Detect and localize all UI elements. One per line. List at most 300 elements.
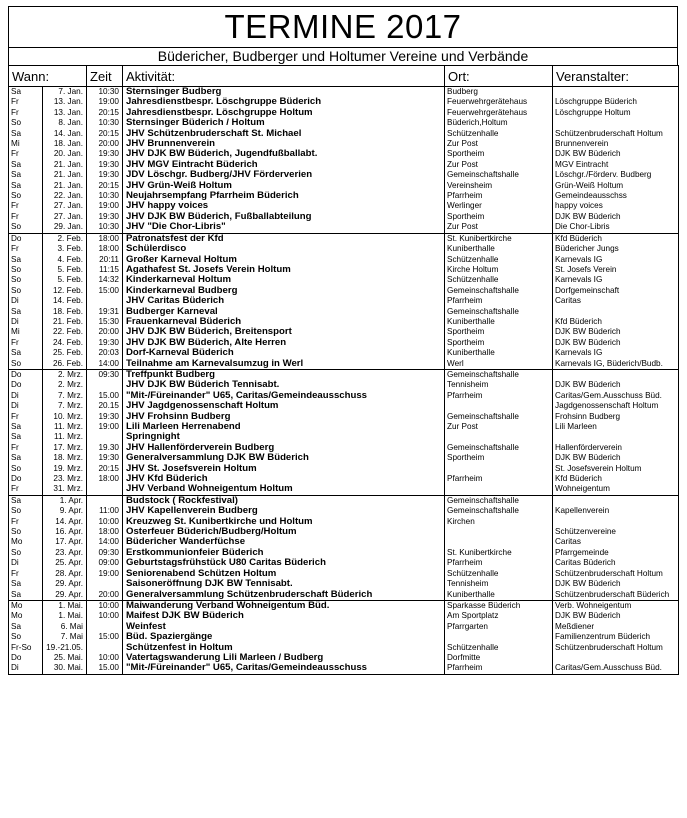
cell-date: 2. Mrz. (43, 369, 87, 380)
cell-day: Mo (9, 537, 43, 547)
cell-time: 09:30 (87, 369, 123, 380)
table-row (9, 401, 679, 411)
cell-day: Fr (9, 443, 43, 453)
cell-place: Sparkasse Büderich (445, 600, 553, 611)
cell-place (445, 527, 553, 537)
cell-organizer: Löschgr./Förderv. Budberg (553, 170, 679, 180)
cell-organizer: DJK BW Büderich (553, 611, 679, 621)
table-row (9, 391, 679, 401)
cell-place: Feuerwehrgerätehaus (445, 97, 553, 107)
cell-day: Di (9, 391, 43, 401)
cell-activity: Osterfeuer Büderich/Budberg/Holtum (123, 527, 445, 537)
cell-activity: Generalversammlung DJK BW Büderich (123, 453, 445, 463)
cell-time: 09:00 (87, 558, 123, 568)
cell-date: 5. Feb. (43, 275, 87, 285)
cell-day: So (9, 527, 43, 537)
cell-organizer: Lili Marleen (553, 422, 679, 432)
cell-day: Sa (9, 160, 43, 170)
cell-time: 14:32 (87, 275, 123, 285)
cell-day: Di (9, 401, 43, 411)
cell-place: Tennisheim (445, 579, 553, 589)
cell-activity: Sternsinger Büderich / Holtum (123, 118, 445, 128)
cell-activity: Kinderkarneval Holtum (123, 275, 445, 285)
cell-date: 19.-21.05. (43, 643, 87, 653)
table-row (9, 643, 679, 653)
table-row (9, 97, 679, 107)
cell-time: 10:30 (87, 191, 123, 201)
cell-day: So (9, 118, 43, 128)
cell-place: Pfarrgarten (445, 622, 553, 632)
table-row (9, 233, 679, 244)
table-row (9, 170, 679, 180)
cell-day: Sa (9, 579, 43, 589)
cell-organizer (553, 653, 679, 663)
cell-day: Di (9, 663, 43, 674)
table-row (9, 484, 679, 495)
cell-day: So (9, 359, 43, 370)
cell-organizer: Caritas (553, 537, 679, 547)
header-time: Zeit (87, 66, 123, 87)
cell-organizer: DJK BW Büderich (553, 579, 679, 589)
cell-activity: Weinfest (123, 622, 445, 632)
cell-time: 20:15 (87, 464, 123, 474)
cell-activity: JHV DJK BW Büderich, Alte Herren (123, 338, 445, 348)
cell-date: 18. Mrz. (43, 453, 87, 463)
cell-activity: Generalversammlung Schützenbruderschaft Büderich (123, 590, 445, 601)
cell-time: 19:30 (87, 149, 123, 159)
cell-date: 1. Apr. (43, 495, 87, 506)
cell-day: Fr (9, 484, 43, 495)
cell-activity: "Mit-/Füreinander" Ü65, Caritas/Gemeindeausschuss (123, 663, 445, 674)
cell-date: 25. Mai. (43, 653, 87, 663)
table-row (9, 265, 679, 275)
cell-organizer: Karnevals IG (553, 255, 679, 265)
cell-organizer: Frohsinn Budberg (553, 412, 679, 422)
cell-time (87, 296, 123, 306)
cell-date: 21. Jan. (43, 170, 87, 180)
cell-organizer: Kfd Büderich (553, 474, 679, 484)
cell-activity: Jahresdienstbespr. Löschgruppe Holtum (123, 108, 445, 118)
table-row (9, 201, 679, 211)
cell-place: Pfarrheim (445, 191, 553, 201)
cell-activity: Büd. Spaziergänge (123, 632, 445, 642)
header-organizer: Veranstalter: (553, 66, 679, 87)
cell-date: 30. Mai. (43, 663, 87, 674)
cell-organizer: Kapellenverein (553, 506, 679, 516)
cell-day: Fr (9, 201, 43, 211)
cell-organizer: Dorfgemeinschaft (553, 286, 679, 296)
cell-activity: JHV Grün-Weiß Holtum (123, 181, 445, 191)
cell-activity: JHV Brunnenverein (123, 139, 445, 149)
cell-organizer: Grün-Weiß Holtum (553, 181, 679, 191)
cell-place: Pfarrheim (445, 558, 553, 568)
cell-date: 19. Mrz. (43, 464, 87, 474)
table-row (9, 139, 679, 149)
cell-date: 14. Jan. (43, 129, 87, 139)
cell-place: Schützenhalle (445, 569, 553, 579)
cell-place: St. Kunibertkirche (445, 548, 553, 558)
cell-date: 21. Jan. (43, 181, 87, 191)
cell-organizer: Löschgruppe Holtum (553, 108, 679, 118)
cell-place: Gemeinschaftshalle (445, 307, 553, 317)
cell-time: 20.15 (87, 401, 123, 411)
cell-activity: JHV "Die Chor-Libris" (123, 222, 445, 233)
cell-place: St. Kunibertkirche (445, 233, 553, 244)
cell-day: Sa (9, 181, 43, 191)
cell-day: So (9, 286, 43, 296)
cell-date: 22. Feb. (43, 327, 87, 337)
table-row (9, 537, 679, 547)
cell-place: Schützenhalle (445, 275, 553, 285)
cell-time: 09:30 (87, 548, 123, 558)
table-row (9, 212, 679, 222)
cell-organizer: DJK BW Büderich (553, 149, 679, 159)
table-row (9, 453, 679, 463)
cell-date: 13. Jan. (43, 97, 87, 107)
cell-day: Sa (9, 170, 43, 180)
cell-time (87, 484, 123, 495)
cell-date: 1. Mai. (43, 600, 87, 611)
table-row (9, 663, 679, 674)
cell-activity: JHV DJK BW Büderich, Jugendfußballabt. (123, 149, 445, 159)
cell-activity: Jahresdienstbespr. Löschgruppe Büderich (123, 97, 445, 107)
cell-activity: Vatertagswanderung Lili Marleen / Budberg (123, 653, 445, 663)
table-row (9, 600, 679, 611)
cell-place: Kirchen (445, 517, 553, 527)
cell-date: 1. Mai. (43, 611, 87, 621)
cell-activity: JHV Kfd Büderich (123, 474, 445, 484)
cell-organizer: Caritas (553, 296, 679, 306)
table-row (9, 149, 679, 159)
cell-activity: Budberger Karneval (123, 307, 445, 317)
cell-organizer: Schützenbruderschaft Holtum (553, 569, 679, 579)
cell-date: 7. Jan. (43, 87, 87, 98)
cell-time: 15.00 (87, 391, 123, 401)
cell-date: 16. Apr. (43, 527, 87, 537)
cell-date: 3. Feb. (43, 244, 87, 254)
cell-time: 19:00 (87, 422, 123, 432)
cell-date: 8. Jan. (43, 118, 87, 128)
cell-activity: JHV Caritas Büderich (123, 296, 445, 306)
cell-place: Feuerwehrgerätehaus (445, 108, 553, 118)
cell-organizer (553, 495, 679, 506)
cell-activity: Kinderkarneval Budberg (123, 286, 445, 296)
cell-time: 19:00 (87, 569, 123, 579)
cell-day: Sa (9, 255, 43, 265)
cell-day: Mo (9, 611, 43, 621)
cell-organizer (553, 307, 679, 317)
cell-time (87, 380, 123, 390)
cell-day: Mi (9, 139, 43, 149)
cell-date: 5. Feb. (43, 265, 87, 275)
cell-time: 10:00 (87, 611, 123, 621)
cell-activity: Großer Karneval Holtum (123, 255, 445, 265)
table-row (9, 255, 679, 265)
cell-day: Di (9, 558, 43, 568)
cell-date: 10. Mrz. (43, 412, 87, 422)
cell-activity: Patronatsfest der Kfd (123, 233, 445, 244)
cell-date: 2. Mrz. (43, 380, 87, 390)
cell-place: Pfarrheim (445, 296, 553, 306)
cell-place: Dorfmitte (445, 653, 553, 663)
cell-activity: JHV Jagdgenossenschaft Holtum (123, 401, 445, 411)
cell-activity: Springnight (123, 432, 445, 442)
table-row (9, 432, 679, 442)
table-row (9, 307, 679, 317)
cell-activity: Maiwanderung Verband Wohneigentum Büd. (123, 600, 445, 611)
cell-time: 20:00 (87, 327, 123, 337)
cell-day: Fr (9, 517, 43, 527)
cell-organizer: Wohneigentum (553, 484, 679, 495)
cell-organizer: Karnevals IG (553, 348, 679, 358)
cell-day: Sa (9, 422, 43, 432)
cell-place: Gemeinschaftshalle (445, 495, 553, 506)
cell-day: Sa (9, 87, 43, 98)
cell-activity: Kreuzweg St. Kunibertkirche und Holtum (123, 517, 445, 527)
cell-place (445, 484, 553, 495)
cell-day: Do (9, 474, 43, 484)
cell-date: 29. Apr. (43, 579, 87, 589)
table-row (9, 422, 679, 432)
table-row (9, 474, 679, 484)
cell-day: Di (9, 317, 43, 327)
cell-place: Am Sportplatz (445, 611, 553, 621)
cell-time (87, 622, 123, 632)
cell-place: Gemeinschaftshalle (445, 443, 553, 453)
cell-activity: Budstock ( Rockfestival) (123, 495, 445, 506)
cell-day: Fr (9, 338, 43, 348)
cell-activity: JHV MGV Eintracht Büderich (123, 160, 445, 170)
events-table (8, 65, 679, 675)
cell-time: 19:30 (87, 453, 123, 463)
cell-activity: Teilnahme am Karnevalsumzug in Werl (123, 359, 445, 370)
cell-day: Mo (9, 600, 43, 611)
cell-day: Do (9, 380, 43, 390)
cell-activity: Maifest DJK BW Büderich (123, 611, 445, 621)
table-row (9, 464, 679, 474)
cell-organizer: Büdericher Jungs (553, 244, 679, 254)
cell-place: Sportheim (445, 212, 553, 222)
cell-organizer: Verb. Wohneigentum (553, 600, 679, 611)
cell-time (87, 579, 123, 589)
cell-organizer: Gemeindeausschss (553, 191, 679, 201)
cell-place: Kuniberthalle (445, 317, 553, 327)
cell-time: 20:15 (87, 181, 123, 191)
header-when: Wann: (9, 66, 87, 87)
cell-date: 9. Apr. (43, 506, 87, 516)
cell-organizer: Hallenförderverein (553, 443, 679, 453)
cell-date: 12. Feb. (43, 286, 87, 296)
schedule-page (8, 6, 678, 675)
cell-time: 19:30 (87, 212, 123, 222)
cell-time: 19:31 (87, 307, 123, 317)
cell-activity: Geburtstagsfrühstück Ü80 Caritas Büderich (123, 558, 445, 568)
cell-organizer: happy voices (553, 201, 679, 211)
table-row (9, 632, 679, 642)
cell-time: 19:30 (87, 338, 123, 348)
cell-day: Sa (9, 348, 43, 358)
cell-activity: Erstkommunionfeier Büderich (123, 548, 445, 558)
cell-activity: JHV Frohsinn Budberg (123, 412, 445, 422)
cell-date: 18. Feb. (43, 307, 87, 317)
cell-time: 15:30 (87, 317, 123, 327)
header-place: Ort: (445, 66, 553, 87)
cell-time: 10:30 (87, 87, 123, 98)
cell-organizer: Brunnenverein (553, 139, 679, 149)
cell-organizer: Familienzentrum Büderich (553, 632, 679, 642)
cell-place: Pfarrheim (445, 474, 553, 484)
table-row (9, 108, 679, 118)
table-row (9, 160, 679, 170)
cell-organizer: Kfd Büderich (553, 233, 679, 244)
cell-date: 4. Feb. (43, 255, 87, 265)
cell-place: Schützenhalle (445, 643, 553, 653)
cell-activity: JHV Kapellenverein Budberg (123, 506, 445, 516)
cell-activity: JHV St. Josefsverein Holtum (123, 464, 445, 474)
cell-place: Sportheim (445, 149, 553, 159)
cell-organizer: Schützenbruderschaft Büderich (553, 590, 679, 601)
cell-date: 11. Mrz. (43, 422, 87, 432)
cell-place: Werl (445, 359, 553, 370)
cell-time: 19:30 (87, 170, 123, 180)
cell-organizer: Karnevals IG, Büderich/Budb. (553, 359, 679, 370)
cell-organizer (553, 118, 679, 128)
table-row (9, 327, 679, 337)
table-row (9, 495, 679, 506)
cell-place: Kuniberthalle (445, 244, 553, 254)
cell-date: 11. Mrz. (43, 432, 87, 442)
cell-organizer: Löschgruppe Büderich (553, 97, 679, 107)
cell-day: So (9, 548, 43, 558)
cell-date: 24. Feb. (43, 338, 87, 348)
cell-organizer (553, 87, 679, 98)
cell-time: 11:15 (87, 265, 123, 275)
cell-day: Fr (9, 569, 43, 579)
table-row (9, 558, 679, 568)
page-subtitle: Büdericher, Budberger und Holtumer Vereine und Verbände (8, 47, 678, 65)
cell-day: So (9, 506, 43, 516)
cell-date: 17. Mrz. (43, 443, 87, 453)
cell-place: Schützenhalle (445, 129, 553, 139)
cell-day: So (9, 265, 43, 275)
cell-day: Fr (9, 108, 43, 118)
cell-time (87, 643, 123, 653)
table-row (9, 506, 679, 516)
cell-place: Gemeinschaftshalle (445, 369, 553, 380)
cell-time: 10:00 (87, 653, 123, 663)
cell-day: So (9, 464, 43, 474)
table-row (9, 348, 679, 358)
cell-date: 21. Jan. (43, 160, 87, 170)
cell-date: 27. Jan. (43, 212, 87, 222)
cell-time: 18:00 (87, 474, 123, 484)
cell-place: Kuniberthalle (445, 348, 553, 358)
cell-place: Vereinsheim (445, 181, 553, 191)
cell-activity: Dorf-Karneval Büderich (123, 348, 445, 358)
cell-day: Sa (9, 495, 43, 506)
cell-place (445, 537, 553, 547)
cell-date: 22. Jan. (43, 191, 87, 201)
cell-activity: JHV DJK BW Büderich Tennisabt. (123, 380, 445, 390)
cell-place: Werlinger (445, 201, 553, 211)
table-row (9, 517, 679, 527)
table-row (9, 244, 679, 254)
cell-date: 14. Feb. (43, 296, 87, 306)
cell-day: Fr (9, 97, 43, 107)
table-row (9, 369, 679, 380)
cell-date: 28. Apr. (43, 569, 87, 579)
cell-activity: JHV Schützenbruderschaft St. Michael (123, 129, 445, 139)
cell-time: 20:00 (87, 590, 123, 601)
cell-time: 14:00 (87, 359, 123, 370)
cell-time: 18:00 (87, 244, 123, 254)
cell-organizer (553, 369, 679, 380)
cell-activity: Schülerdisco (123, 244, 445, 254)
cell-date: 21. Feb. (43, 317, 87, 327)
cell-place: Büderich,Holtum (445, 118, 553, 128)
cell-day: Fr-So (9, 643, 43, 653)
table-row (9, 129, 679, 139)
table-row (9, 181, 679, 191)
cell-organizer: DJK BW Büderich (553, 327, 679, 337)
cell-time: 18:00 (87, 527, 123, 537)
cell-time: 15.00 (87, 663, 123, 674)
cell-day: Fr (9, 212, 43, 222)
cell-place: Pfarrheim (445, 391, 553, 401)
cell-organizer: St. Josefsverein Holtum (553, 464, 679, 474)
cell-date: 7. Mrz. (43, 391, 87, 401)
cell-activity: JHV Hallenförderverein Budberg (123, 443, 445, 453)
cell-organizer: Kfd Büderich (553, 317, 679, 327)
cell-time: 10:00 (87, 600, 123, 611)
table-row (9, 611, 679, 621)
cell-place: Kuniberthalle (445, 590, 553, 601)
cell-place: Zur Post (445, 139, 553, 149)
cell-organizer: Schützenvereine (553, 527, 679, 537)
cell-activity: Agathafest St. Josefs Verein Holtum (123, 265, 445, 275)
cell-day: Sa (9, 622, 43, 632)
cell-activity: JHV DJK BW Büderich, Fußballabteilung (123, 212, 445, 222)
table-row (9, 118, 679, 128)
cell-activity: Saisoneröffnung DJK BW Tennisabt. (123, 579, 445, 589)
cell-organizer: Caritas Büderich (553, 558, 679, 568)
header-activity: Aktivität: (123, 66, 445, 87)
cell-organizer: Schützenbruderschaft Holtum (553, 643, 679, 653)
cell-day: So (9, 275, 43, 285)
cell-time: 10:00 (87, 517, 123, 527)
table-row (9, 653, 679, 663)
table-row (9, 548, 679, 558)
cell-organizer: St. Josefs Verein (553, 265, 679, 275)
cell-date: 25. Apr. (43, 558, 87, 568)
cell-organizer: MGV Eintracht (553, 160, 679, 170)
cell-place: Kirche Holtum (445, 265, 553, 275)
cell-organizer: DJK BW Büderich (553, 453, 679, 463)
cell-organizer: Schützenbruderschaft Holtum (553, 129, 679, 139)
table-row (9, 87, 679, 98)
table-row (9, 275, 679, 285)
table-row (9, 622, 679, 632)
cell-time: 18:00 (87, 233, 123, 244)
cell-place: Zur Post (445, 422, 553, 432)
cell-activity: Frauenkarneval Büderich (123, 317, 445, 327)
table-row (9, 296, 679, 306)
cell-day: Do (9, 233, 43, 244)
cell-organizer: Caritas/Gem.Ausschuss Büd. (553, 663, 679, 674)
cell-activity: Lili Marleen Herrenabend (123, 422, 445, 432)
cell-activity: Seniorenabend Schützen Holtum (123, 569, 445, 579)
cell-place: Sportheim (445, 338, 553, 348)
